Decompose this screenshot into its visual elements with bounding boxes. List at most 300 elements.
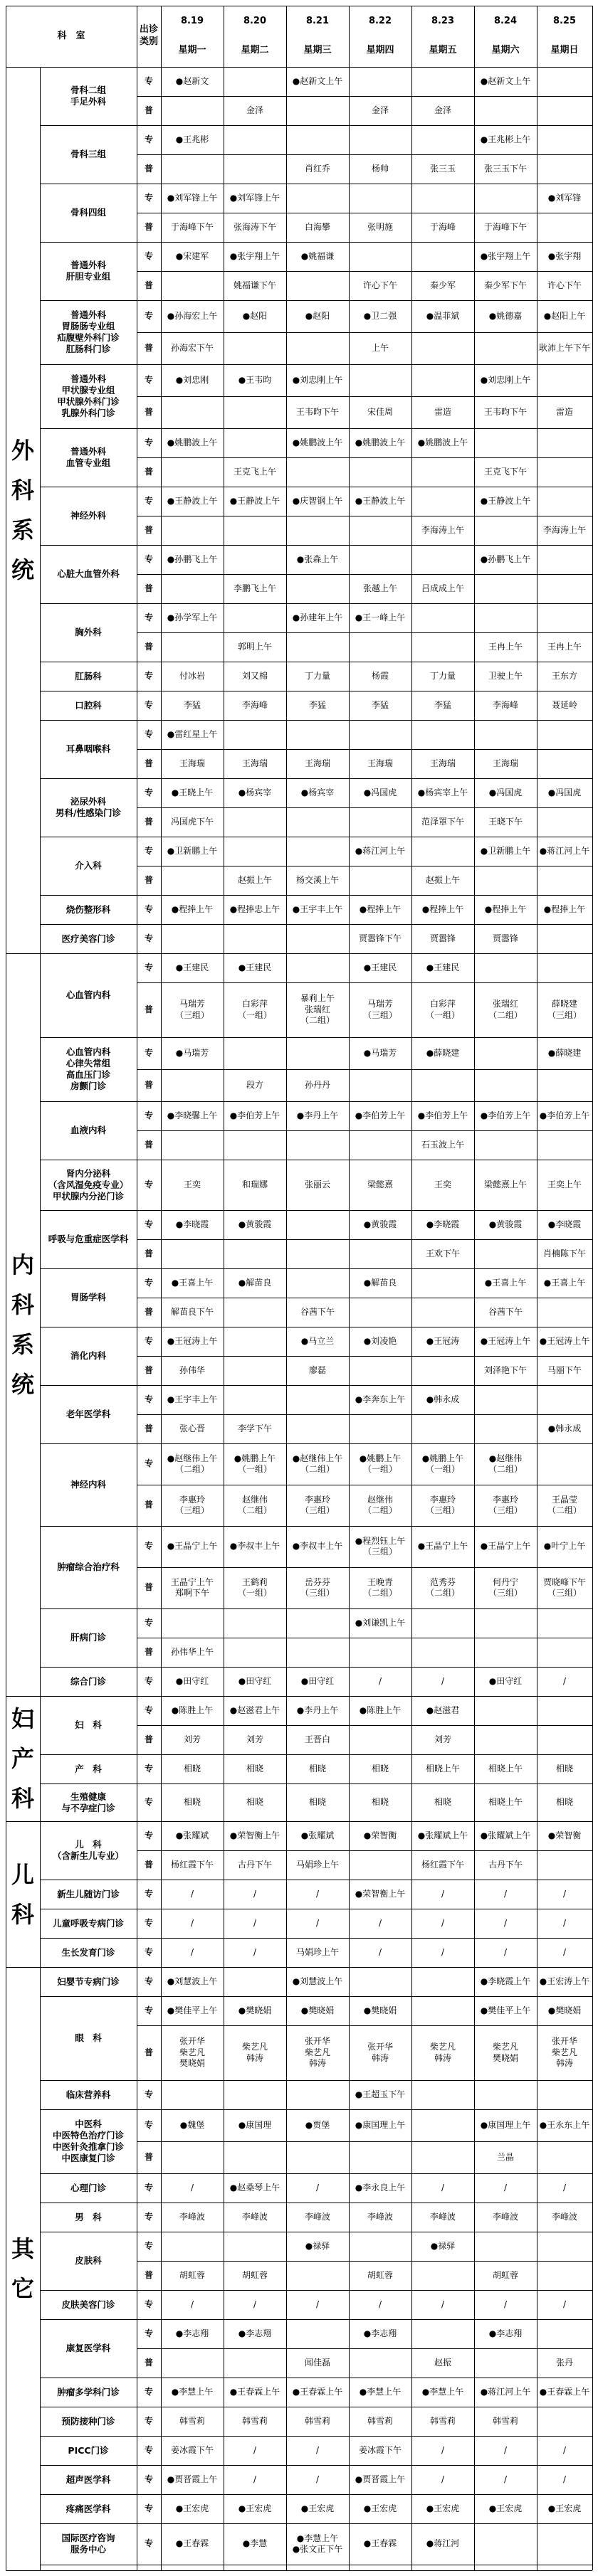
schedule-cell [411,242,474,271]
schedule-cell: 贾嚣锋下午 [358,933,402,943]
header-date: 8.19 [180,15,204,26]
visit-type: 普 [144,1646,153,1657]
department-name: 口腔科 [75,699,102,711]
schedule-cell [161,632,224,662]
schedule-cell [349,1638,411,1667]
schedule-cell: 王冉上午 [488,641,523,652]
schedule-cell: / [562,2299,567,2309]
schedule-cell: 张丽云 [304,1179,330,1189]
schedule-cell [286,1037,349,1069]
schedule-cell: 谷茜下午 [300,1306,335,1317]
department-name: 神经外科 [70,510,106,521]
visit-type: 普 [144,1734,153,1744]
schedule-cell [349,242,411,271]
schedule-cell: ●王春霖上午 [292,2386,343,2397]
schedule-cell [224,2348,286,2378]
schedule-cell: ●王静波上午 [229,495,280,506]
schedule-cell: ●王韦昀 [238,374,272,385]
schedule-cell: ●荣智衡上午 [229,1830,280,1840]
schedule-cell [411,2080,474,2109]
schedule-cell: 马丽下午 [547,1364,582,1375]
visit-type: 专 [144,1946,153,1957]
schedule-cell: / [190,1946,194,1957]
schedule-cell: ●宋建军 [175,250,209,261]
schedule-cell [537,2407,592,2436]
schedule-cell: ●王春霖 [363,2538,397,2549]
schedule-cell: / [441,1888,445,1899]
schedule-cell: ●陈胜上午 [171,1705,214,1715]
schedule-cell [537,1385,592,1414]
schedule-cell: ●张耀斌 [300,1830,335,1840]
department-name: 临床营养科 [65,2089,111,2100]
schedule-cell: 姜冰霞下午 [170,2444,214,2455]
schedule-cell: ●王宏虎 [175,2503,209,2513]
department-name: 心血管内科 [65,990,111,1000]
department-name: 心血管内科 心律失常组 高血压门诊 房颤门诊 [65,1046,111,1091]
department-group-label: 内 科 系 统 [11,1251,34,1398]
schedule-cell [474,1239,537,1268]
schedule-cell [286,2141,349,2173]
schedule-cell [224,154,286,184]
schedule-cell: ●荣智衡 [547,1830,582,1840]
schedule-cell [224,1638,286,1667]
schedule-cell [286,1210,349,1239]
schedule-cell: ●姚鹏波上午 [417,437,468,447]
visit-type: 专 [144,845,153,856]
schedule-cell: ●孙海宏上午 [167,310,218,321]
visit-type: 专 [144,2328,153,2338]
schedule-cell: / [253,2299,257,2309]
schedule-cell: 赵继伟 （二组） [237,1494,272,1515]
visit-type: 专 [144,2182,153,2193]
schedule-cell: ●姚德嘉 [488,310,523,321]
schedule-cell: 胡虹蓉 [179,2269,205,2280]
schedule-cell: 石玉波上午 [421,1139,464,1150]
schedule-cell [411,1608,474,1638]
department-name: 泌尿外科 男科/性感染门诊 [55,796,122,818]
schedule-cell: / [378,1675,382,1686]
visit-type: 专 [144,192,153,203]
schedule-cell: ●程捧上午 [543,903,586,914]
schedule-cell: 金泽 [371,105,389,115]
schedule-cell: 金泽 [246,105,263,115]
schedule-cell: ●程捧上午 [421,903,464,914]
header-dept-label: 科 室 [57,30,85,41]
schedule-cell: / [503,1946,508,1957]
visit-type: 普 [144,1859,153,1870]
schedule-cell: 相晓 [246,1763,263,1774]
department-group-label: 其 它 [11,2235,34,2302]
schedule-cell [537,1850,592,1880]
schedule-cell: ●赵继伟 （二组） [488,1453,523,1474]
schedule-cell: 王东方 [551,670,577,681]
department-group-label: 儿 科 [11,1860,34,1928]
schedule-cell: ●黄骏霞 [238,1219,272,1229]
schedule-cell: / [190,1888,194,1899]
schedule-cell [411,1967,474,1996]
schedule-cell [411,603,474,632]
visit-type: 普 [144,1248,153,1258]
schedule-cell [474,2523,537,2565]
schedule-cell: 孙伟华上午 [170,1646,214,1657]
schedule-cell [349,1356,411,1385]
schedule-cell: ●卫新鹏上午 [167,845,218,856]
schedule-cell [286,837,349,866]
header-weekday: 星期一 [178,44,206,55]
schedule-cell: 刘芳 [434,1734,451,1744]
schedule-cell [161,2080,224,2109]
visit-type: 专 [144,1796,153,1807]
schedule-cell [537,720,592,749]
department-group-label: 外 科 系 统 [11,437,34,583]
department-name: 儿 科 （含新生儿专业） [52,1839,124,1861]
department-name: 肝病门诊 [70,1632,106,1643]
visit-type: 专 [144,1888,153,1899]
schedule-cell [224,1037,286,1069]
schedule-cell: ●姚鹏波上午 [292,437,343,447]
schedule-cell: 李峰波 [551,2211,577,2222]
schedule-cell: ●程捧忠上午 [229,903,280,914]
schedule-cell: 卫驶上午 [488,670,523,681]
schedule-cell [224,1967,286,1996]
schedule-cell: 梁懿熹 [367,1179,393,1189]
schedule-cell [474,516,537,545]
schedule-cell: ●王宇丰上午 [167,1394,218,1404]
schedule-cell [224,545,286,574]
schedule-cell: 廖磊 [308,1364,326,1375]
schedule-cell [286,1638,349,1667]
schedule-cell [537,2232,592,2261]
visit-type: 普 [144,1306,153,1317]
schedule-cell: ●解苗良 [363,1277,397,1288]
schedule-cell: ●刘军锋上午 [167,192,218,203]
schedule-cell: ●陈胜上午 [359,1705,402,1715]
schedule-cell [286,1608,349,1638]
schedule-cell [537,96,592,125]
visit-type: 普 [144,1582,153,1593]
schedule-cell [537,749,592,778]
schedule-cell: 和瑞娜 [241,1179,268,1189]
schedule-cell [224,428,286,457]
schedule-cell [161,96,224,125]
schedule-cell: / [503,1917,508,1928]
schedule-cell [224,332,286,364]
department-name: 心脏大血管外科 [57,568,120,579]
schedule-cell: 耿沛上午下午 [538,342,590,353]
schedule-cell: ●康国理 [238,2119,272,2130]
schedule-cell [349,2141,411,2173]
schedule-cell [224,2080,286,2109]
schedule-cell: / [190,2182,194,2193]
visit-type: 专 [144,903,153,914]
schedule-cell: 刘芳 [246,1734,263,1744]
schedule-cell [474,1069,537,1101]
visit-type: 专 [144,1830,153,1840]
schedule-cell: ●赵阳 [242,310,268,321]
schedule-cell [161,924,224,953]
schedule-cell [474,603,537,632]
schedule-cell: 冯国虎下午 [170,816,214,827]
schedule-cell: ●杨宾宰 [238,787,272,797]
schedule-cell: ●孙鹏飞上午 [167,553,218,564]
schedule-cell: / [562,1675,567,1686]
schedule-cell: 韩雪莉 [492,2415,518,2426]
schedule-cell: ●解苗良 [238,1277,272,1288]
schedule-cell: 丁力量 [304,670,330,681]
department-name: 消化内科 [70,1350,106,1361]
schedule-cell: ●李叔丰上午 [229,1541,280,1552]
schedule-cell: ●赵滋君 [426,1705,460,1715]
schedule-cell: 相晓 [308,1796,326,1807]
schedule-cell: ●张宇翔上午 [229,250,280,261]
schedule-cell: / [562,2182,567,2193]
schedule-cell: 李猛 [183,699,201,710]
schedule-cell: 杨帅 [371,163,389,174]
schedule-cell [537,125,592,154]
schedule-cell: / [441,1946,445,1957]
schedule-cell: 付冰岩 [179,670,205,681]
schedule-cell: ●李丹上午 [296,1110,339,1120]
schedule-cell: ●樊晓娟 [238,2005,272,2015]
visit-type: 专 [144,2444,153,2455]
schedule-cell: 马娟珍上午 [295,1859,339,1870]
schedule-cell: ●李伯芳上午 [480,1110,531,1120]
schedule-cell: ●康国理上午 [480,2119,531,2130]
schedule-cell: / [441,2182,445,2193]
department-name: 妇婴节专病门诊 [57,1976,120,1987]
schedule-cell: 白彩萍 （一组） [425,999,460,1020]
schedule-cell [286,184,349,213]
schedule-cell: 胡虹蓉 [367,2269,393,2280]
schedule-cell: 赵振上午 [425,874,460,885]
schedule-cell: 李鹏飞上午 [233,583,276,593]
schedule-cell: ●樊晓娟 [547,2005,582,2015]
schedule-cell: ●王宇丰上午 [292,903,343,914]
schedule-cell: 王海瑞 [179,758,205,768]
visit-type: 专 [144,612,153,622]
visit-type: 普 [144,1364,153,1375]
schedule-cell: / [441,2299,445,2309]
schedule-cell: ●魏堡 [179,2119,205,2130]
schedule-cell: ●李慧上午 [421,2386,464,2397]
schedule-cell [537,487,592,516]
schedule-cell: ●蒋江河上午 [355,845,406,856]
visit-type: 专 [144,1110,153,1120]
schedule-cell [411,1638,474,1667]
schedule-cell [161,2348,224,2378]
schedule-cell [349,2348,411,2378]
schedule-cell: ●李志翔 [363,2328,397,2338]
schedule-cell: 于海峰下午 [483,221,527,232]
schedule-cell: 古丹下午 [488,1859,523,1870]
schedule-cell [161,516,224,545]
visit-type: 专 [144,2415,153,2426]
schedule-cell: ●王冠涛上午 [480,1335,531,1346]
schedule-cell [349,1239,411,1268]
schedule-cell: / [253,2444,257,2455]
schedule-cell: / [503,2474,508,2484]
schedule-cell: ●王静波上午 [355,495,406,506]
schedule-cell: 杨红霞下午 [421,1859,464,1870]
schedule-cell: 马瑞芳 （三组） [362,999,397,1020]
schedule-cell: ●韩永成 [547,1423,582,1433]
department-name: 普通外科 血管专业组 [65,446,111,468]
schedule-cell [286,2261,349,2290]
schedule-cell [224,1298,286,1327]
schedule-cell [349,632,411,662]
visit-type: 专 [144,670,153,681]
visit-type: 专 [144,1705,153,1715]
visit-type: 普 [144,583,153,593]
schedule-cell: 韩雪莉 [429,2415,456,2426]
schedule-cell: ●李慧上午 [359,2386,402,2397]
schedule-cell: 胡虹蓉 [492,2269,518,2280]
schedule-cell [474,1385,537,1414]
schedule-cell [411,2141,474,2173]
schedule-cell [224,924,286,953]
schedule-cell: ●刘谦凯上午 [355,1617,406,1628]
schedule-cell [224,516,286,545]
visit-type: 普 [144,1079,153,1090]
schedule-cell [349,1967,411,1996]
schedule-cell: ●王建民 [238,962,272,972]
schedule-cell [161,1239,224,1268]
schedule-cell: ●卫新鹏上午 [480,845,531,856]
schedule-cell: 雷造 [434,406,451,417]
schedule-cell: ●王冠涛上午 [539,1335,590,1346]
schedule-cell [474,184,537,213]
schedule-cell: / [315,1888,320,1899]
schedule-cell: 梁懿熹上午 [483,1179,527,1189]
schedule-cell: ●赵桑琴上午 [229,2182,280,2193]
schedule-cell: 赵振 [434,2357,451,2368]
schedule-cell: 贾嚣锋 [429,933,456,943]
header-weekday: 星期二 [241,44,269,55]
schedule-cell: ●李志翔 [238,2328,272,2338]
schedule-cell [286,96,349,125]
schedule-cell: 王欢下午 [425,1248,460,1258]
schedule-cell: 王奕上午 [547,1179,582,1189]
schedule-cell [537,1443,592,1485]
department-name: 呼吸与危重症医学科 [48,1234,129,1244]
schedule-cell: 张心晋 [179,1423,205,1433]
schedule-cell: ●王宏虎 [363,2503,397,2513]
schedule-cell: ●王建民 [175,962,209,972]
schedule-cell: / [441,2444,445,2455]
schedule-cell: 王晶宁上午 郑啊下午 [170,1576,214,1598]
schedule-cell [411,2261,474,2290]
schedule-cell [474,1037,537,1069]
schedule-cell [537,1069,592,1101]
schedule-cell [286,2319,349,2348]
schedule-cell: 王克飞上午 [233,466,276,477]
schedule-cell: ●姚鹏上午 （一组） [234,1453,276,1474]
header-date: 8.24 [493,15,518,26]
schedule-cell [161,2141,224,2173]
schedule-cell [537,2080,592,2109]
department-name: 预防接种门诊 [61,2415,115,2427]
schedule-cell: 韩雪莉 [241,2415,268,2426]
schedule-cell: 王冉上午 [547,641,582,652]
schedule-cell [286,516,349,545]
visit-type: 普 [144,758,153,768]
schedule-cell: ●荣智衡上午 [355,1888,406,1899]
schedule-cell [411,720,474,749]
schedule-cell: / [253,1917,257,1928]
schedule-cell [474,1608,537,1638]
schedule-cell: 秦少军下午 [483,280,527,290]
department-name: 综合门诊 [70,1675,106,1687]
schedule-cell: ●王宏虎 [547,2503,582,2513]
schedule-cell: ●樊晓娟 [363,2005,397,2015]
schedule-cell [224,603,286,632]
schedule-cell: ●樊佳平上午 [167,2005,218,2015]
schedule-cell: 上午 [371,342,389,353]
schedule-cell: ●贾堡 [305,2119,330,2130]
schedule-cell [537,2523,592,2565]
schedule-cell: 李海峰 [492,699,518,710]
visit-type: 专 [144,75,153,86]
schedule-cell [411,632,474,662]
department-name: 国际医疗咨询 服务中心 [61,2533,115,2555]
schedule-cell: ●王宏虎 [488,2503,523,2513]
schedule-cell: 白海攀 [304,221,330,232]
schedule-cell: / [190,1917,194,1928]
schedule-cell [474,1414,537,1443]
schedule-cell [349,125,411,154]
header-weekday: 星期三 [303,44,332,55]
schedule-cell [224,67,286,96]
visit-type: 专 [144,1763,153,1774]
department-name: 皮肤科 [75,2255,102,2266]
schedule-cell: / [190,2299,194,2309]
schedule-cell: ●姚福谦 [300,250,335,261]
schedule-cell: 王晶莹 （二组） [547,1494,582,1515]
schedule-cell: ●李永良上午 [355,2182,406,2193]
schedule-cell: ●王晶宁上午 [480,1541,531,1552]
schedule-cell: ●赵阳 [305,310,330,321]
department-name: 肿瘤综合治疗科 [57,1562,120,1572]
schedule-cell: 相晓 [371,1763,389,1774]
department-name: 男 科 [75,2211,102,2222]
schedule-cell: 李惠玲 （三组） [174,1494,209,1515]
visit-type: 专 [144,2240,153,2251]
schedule-cell: ●刘忠刚上午 [292,374,343,385]
schedule-cell [286,574,349,603]
schedule-cell: ●刘慧波上午 [167,1976,218,1986]
schedule-cell: ●王宏虎 [426,2503,460,2513]
schedule-cell: 刘芳 [183,1734,201,1744]
schedule-cell: ●王冠涛上午 [167,1335,218,1346]
visit-type: 专 [144,1394,153,1404]
schedule-cell: ●赵新文上午 [480,75,531,86]
schedule-cell: / [503,2182,508,2193]
visit-type: 专 [144,1675,153,1686]
schedule-cell [161,457,224,487]
schedule-cell [349,1850,411,1880]
schedule-cell: 王海瑞 [304,758,330,768]
schedule-cell: / [315,1917,320,1928]
visit-type: 普 [144,1139,153,1150]
schedule-cell: ●刘慧波上午 [292,1976,343,1986]
schedule-cell: 张三玉下午 [483,163,527,174]
schedule-cell: ●温菲斌 [426,310,460,321]
schedule-cell [411,1069,474,1101]
visit-type: 普 [144,1004,153,1014]
schedule-cell: 相晓 [308,1763,326,1774]
schedule-cell: 刘泽艳下午 [483,1364,527,1375]
schedule-cell: 王韦昀下午 [295,406,339,417]
